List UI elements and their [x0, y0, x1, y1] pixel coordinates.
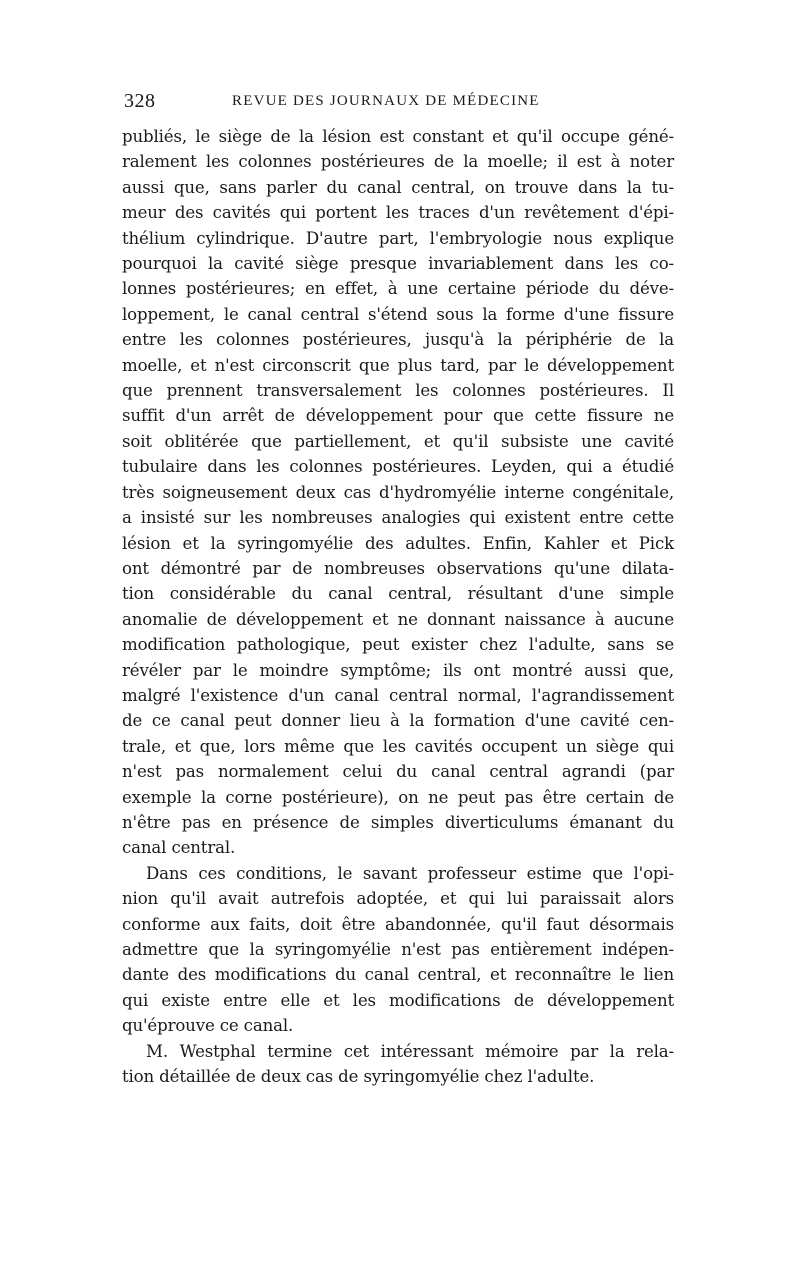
paragraph-start: M. Westphal termine cet intéressant mémoire par la rela-	[146, 1041, 674, 1061]
text-line: lésion et la syringomyélie des adultes. Enfin, Kahler et Pick	[122, 533, 674, 553]
text-line: aussi que, sans parler du canal central, on trouve dans la tu-	[122, 177, 674, 197]
text-line: a insisté sur les nombreuses analogies qui existent entre cette	[122, 508, 674, 528]
paragraph-start: Dans ces conditions, le savant professeur estime que l'opi-	[146, 863, 674, 883]
text-line: malgré l'existence d'un canal central normal, l'agrandissement	[122, 685, 674, 705]
text-line: trale, et que, lors même que les cavités occupent un siège qui	[122, 736, 674, 756]
text-line: entre les colonnes postérieures, jusqu'à la périphérie de la	[122, 330, 674, 350]
text-line: modification pathologique, peut exister chez l'adulte, sans se	[122, 635, 674, 655]
running-title: REVUE DES JOURNAUX DE MÉDECINE	[232, 93, 540, 109]
text-line: meur des cavités qui portent les traces d'un revêtement d'épi-	[122, 203, 674, 223]
text-line: dante des modifications du canal central, et reconnaître le lien	[122, 965, 674, 985]
text-line: anomalie de développement et ne donnant naissance à aucune	[122, 609, 674, 629]
text-line: exemple la corne postérieure), on ne peut pas être certain de	[122, 787, 674, 807]
text-line: ont démontré par de nombreuses observations qu'une dilata-	[122, 558, 674, 578]
text-line: pourquoi la cavité siège presque invariablement dans les co-	[122, 254, 674, 274]
text-line: loppement, le canal central s'étend sous la forme d'une fissure	[122, 304, 674, 324]
text-line: lonnes postérieures; en effet, à une certaine période du déve-	[122, 279, 674, 299]
text-line: suffit d'un arrêt de développement pour que cette fissure ne	[122, 406, 674, 426]
text-line: publiés, le siège de la lésion est constant et qu'il occupe géné-	[122, 127, 674, 146]
text-line: tubulaire dans les colonnes postérieures. Leyden, qui a étudié	[122, 457, 674, 477]
page-number: 328	[124, 90, 156, 112]
text-line: thélium cylindrique. D'autre part, l'embryologie nous explique	[122, 228, 674, 248]
text-line: de ce canal peut donner lieu à la formation d'une cavité cen-	[122, 711, 674, 731]
text-line: tion considérable du canal central, résultant d'une simple	[122, 584, 674, 604]
text-line: canal central.	[122, 838, 236, 858]
text-line: conforme aux faits, doit être abandonnée, qu'il faut désormais	[122, 914, 674, 934]
text-line: tion détaillée de deux cas de syringomyélie chez l'adulte.	[122, 1067, 595, 1087]
text-line: révéler par le moindre symptôme; ils ont montré aussi que,	[122, 660, 674, 680]
text-line: nion qu'il avait autrefois adoptée, et qui lui paraissait alors	[122, 889, 674, 909]
text-line: n'est pas normalement celui du canal central agrandi (par	[122, 762, 674, 782]
text-line: soit oblitérée que partiellement, et qu'il subsiste une cavité	[122, 431, 674, 451]
text-line: admettre que la syringomyélie n'est pas entièrement indépen-	[122, 940, 674, 959]
text-line: qu'éprouve ce canal.	[122, 1016, 294, 1036]
text-line: que prennent transversalement les colonnes postérieures. Il	[122, 381, 674, 401]
text-line: très soigneusement deux cas d'hydromyélie interne congénitale,	[122, 482, 674, 502]
text-line: n'être pas en présence de simples diverticulums émanant du	[122, 812, 674, 832]
text-line: qui existe entre elle et les modifications de développement	[122, 990, 674, 1010]
body-text	[122, 124, 674, 1089]
text-line: ralement les colonnes postérieures de la moelle; il est à noter	[122, 152, 674, 172]
text-line: moelle, et n'est circonscrit que plus tard, par le développement	[122, 355, 674, 375]
page-header	[124, 90, 676, 120]
